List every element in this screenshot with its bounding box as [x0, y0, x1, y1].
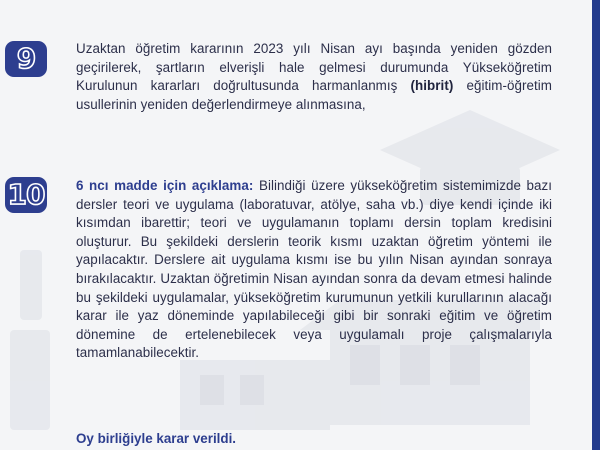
item-10-paragraph	[76, 177, 552, 363]
item-9-text-after: eğitim-öğretim usullerinin yeniden değerlendirmeye alınmasına,	[76, 78, 552, 112]
item-10-text: Bilindiği üzere yükseköğretim sistemimizde bazı dersler teori ve uygulama (laboratuvar, atölye, saha vb.) diye kendi içinde iki kısımdan ibarettir; teori ve uygulamanın toplamı dersin toplam kredisini oluşturur. Bu şekildeki derslerin teorik kısmı uzaktan öğretim yöntemi ile yapılacaktır. Derslere ait uygulama kısmı ise bu yılın Nisan ayından sonraya bırakılacaktır. Uzaktan öğretimin Nisan ayından sonra da devam etmesi halinde bu şekildeki uygulamalar, yükseköğretim kurumunun yetkili kurullarının alacağı karar ile yaz döneminde yapılabileceği gibi bir sonraki eğitim ve öğretim dönemine de ertelenebilecek veya uygulamalı proje çalışmalarıyla tamamlanabilecektir.	[76, 178, 553, 361]
item-number: 10	[7, 178, 45, 211]
item-9-text-before: Uzaktan öğretim kararının 2023 yılı Nisan ayı başında yeniden gözden geçirilerek, şartların elverişli hale gelmesi durumunda Yükseköğretim Kurulunun kararları doğrultusunda harmanlanmış	[76, 41, 552, 94]
item-number-badge	[5, 177, 47, 213]
right-accent-bar	[592, 0, 600, 450]
item-9-paragraph	[76, 40, 552, 114]
item-10-lead-label: 6 ncı madde için açıklama:	[76, 178, 254, 193]
item-number: 9	[16, 42, 36, 75]
item-number-badge	[5, 41, 47, 77]
item-9-bold-text: (hibrit)	[410, 78, 454, 94]
decision-result: Oy birliğiyle karar verildi.	[76, 431, 237, 446]
